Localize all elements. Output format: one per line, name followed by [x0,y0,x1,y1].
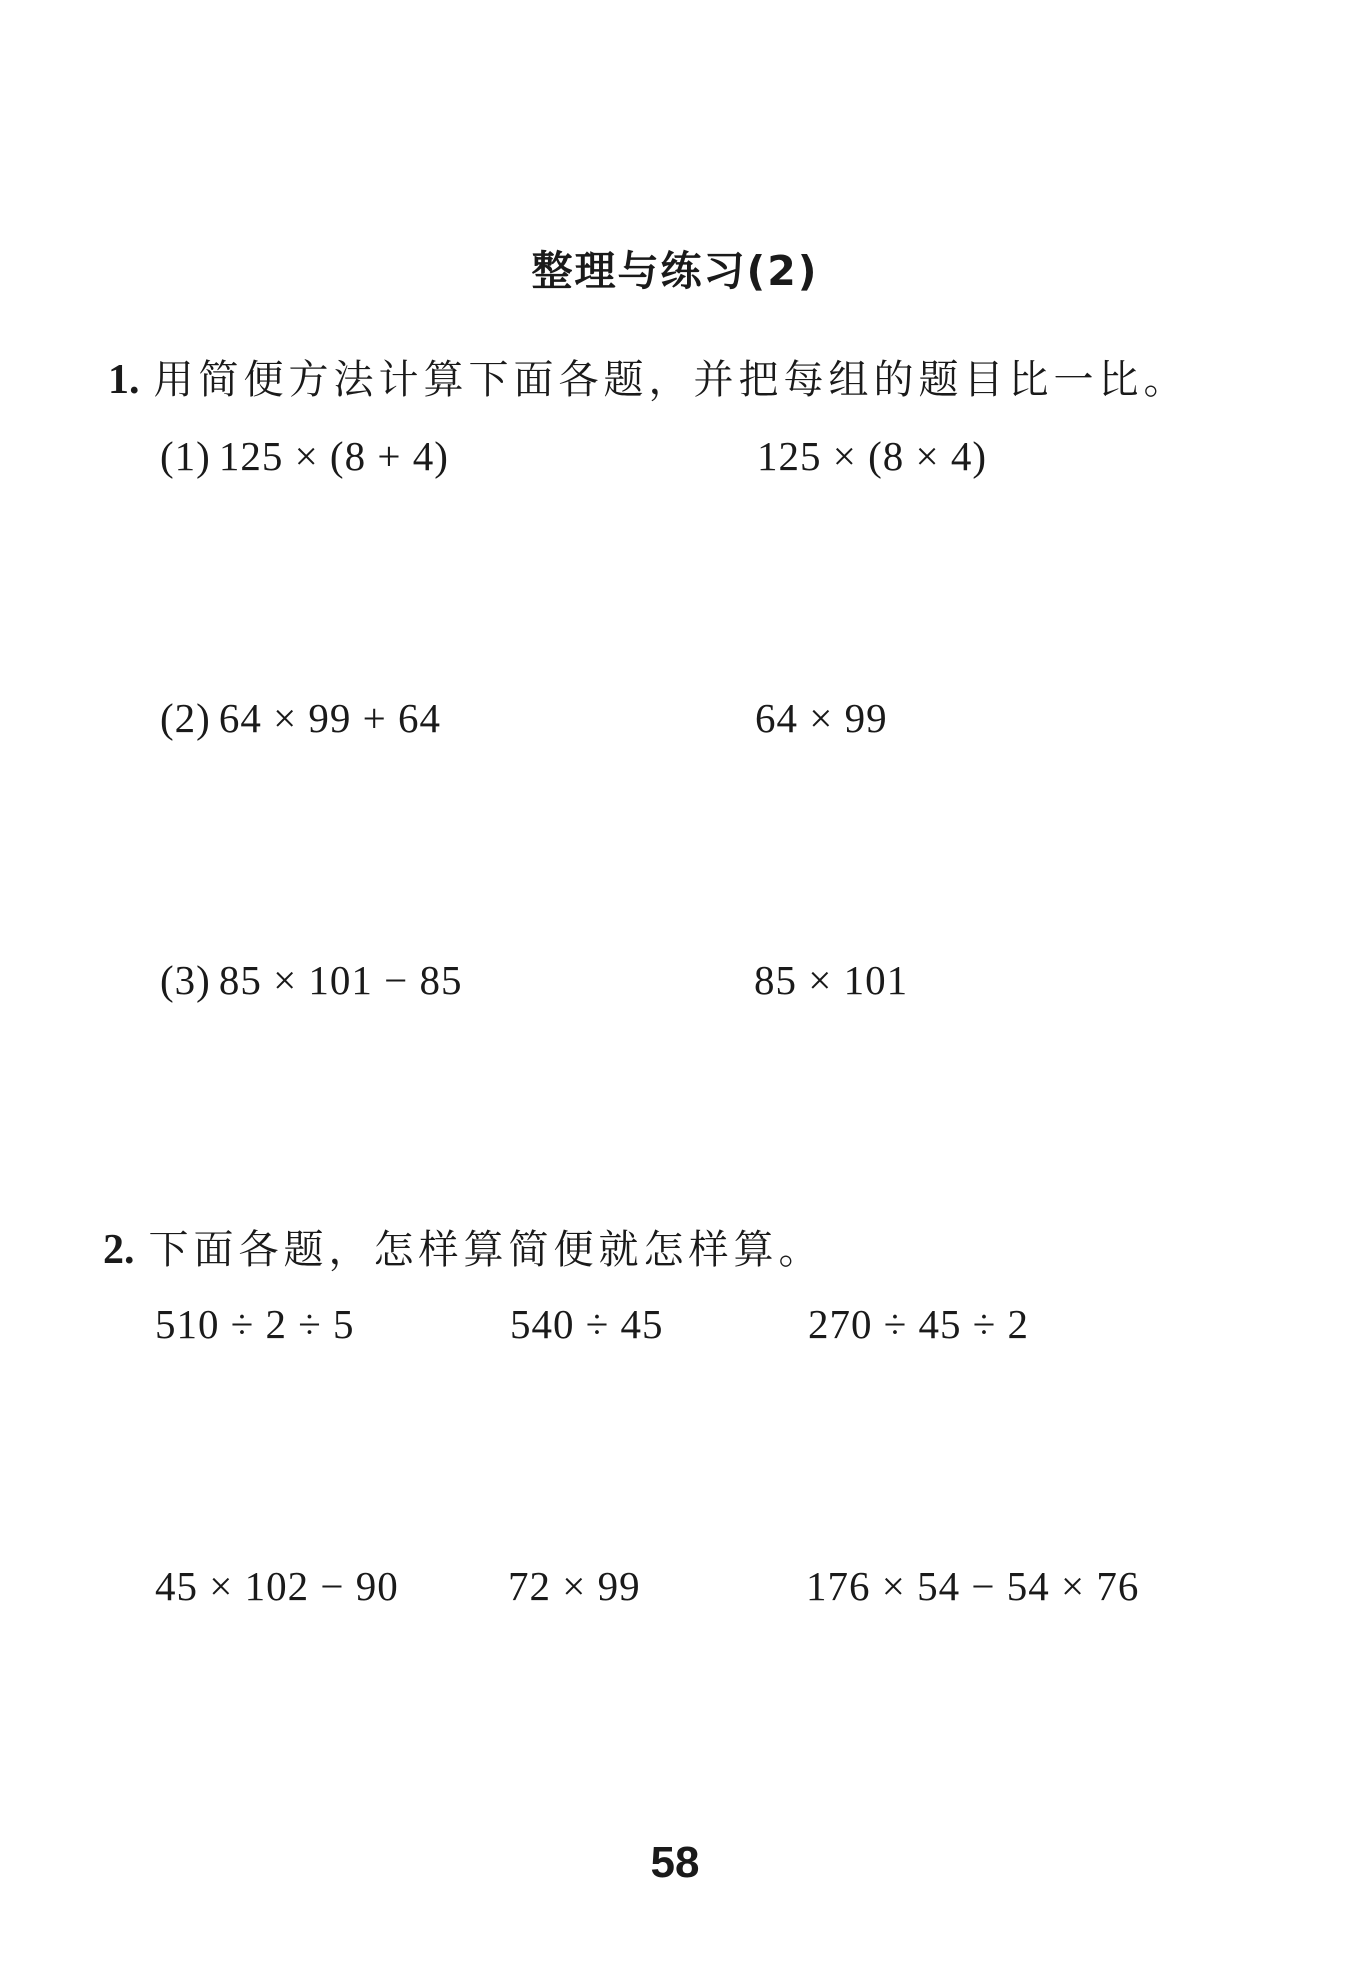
q2-row-1-item-1: 510 ÷ 2 ÷ 5 [155,1301,355,1347]
q2-row-2-item-2: 72 × 99 [508,1563,641,1609]
q2-row-2-item-3: 176 × 54 − 54 × 76 [806,1563,1140,1609]
q1-group-2-label: (2) [160,695,211,741]
q2-row-1-item-2: 540 ÷ 45 [510,1301,664,1347]
q1-group-3-right-expr: 85 × 101 [754,957,909,1003]
q1-group-1-left-expr: 125 × (8 + 4) [218,433,449,479]
question-1-number: 1. [108,357,140,403]
q1-group-1-right-expr: 125 × (8 × 4) [757,433,988,479]
q1-group-3-left-expr: 85 × 101 − 85 [218,957,463,1003]
page-number: 58 [650,1838,700,1887]
q2-row-2-item-1: 45 × 102 − 90 [155,1563,399,1609]
page-title: 整理与练习(2) [531,247,819,295]
q1-group-3-left [160,956,463,1004]
question-1-heading [108,348,1189,405]
question-2-number: 2. [103,1227,135,1273]
q1-group-2-left [160,694,441,742]
question-2-prompt: 下面各题，怎样算简便就怎样算。 [148,1227,824,1273]
question-1-prompt: 用简便方法计算下面各题，并把每组的题目比一比。 [153,357,1189,403]
q1-group-1-label: (1) [160,433,211,479]
q1-group-2-right-expr: 64 × 99 [755,695,888,741]
q1-group-3-label: (3) [160,957,211,1003]
question-2-heading [103,1218,824,1275]
q1-group-1-left [160,432,449,480]
q2-row-1-item-3: 270 ÷ 45 ÷ 2 [808,1301,1030,1347]
q1-group-2-left-expr: 64 × 99 + 64 [218,695,442,741]
